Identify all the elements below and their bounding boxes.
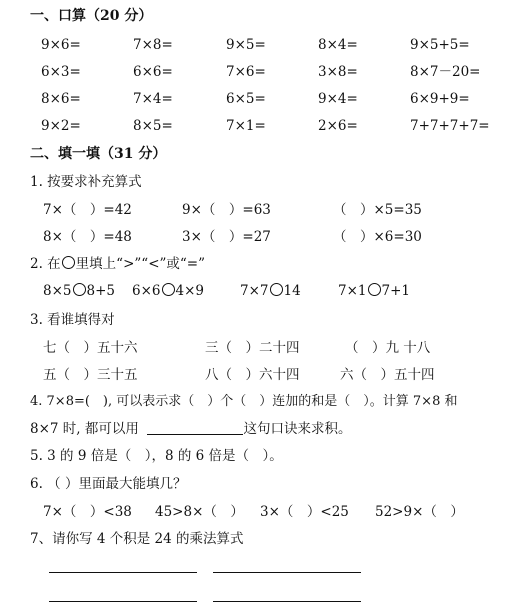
compare-left: 8×5 xyxy=(43,283,72,299)
problem: 9×2= xyxy=(41,118,81,134)
chant-item: 五（ ）三十五 xyxy=(43,367,138,383)
section1-title: 一、口算（20 分） xyxy=(30,8,153,24)
compare-item xyxy=(338,283,410,299)
fill-problem: 8×（ ）=48 xyxy=(43,229,132,245)
fill-problem: （ ）×6=30 xyxy=(333,229,422,245)
problem: 7×4= xyxy=(133,91,173,107)
problem: 2×6= xyxy=(318,118,358,134)
compare-right: 8+5 xyxy=(86,283,115,299)
answer-line[interactable] xyxy=(213,572,361,573)
q2-label-pre: 2. 在 xyxy=(30,256,61,272)
problem: 6×6= xyxy=(133,64,173,80)
problem: 8×5= xyxy=(133,118,173,134)
max-fill-item: 7×（ ）<38 xyxy=(43,504,132,520)
problem: 8×4= xyxy=(318,37,358,53)
q4-line2-post: 这句口诀来求积。 xyxy=(243,421,352,437)
q7-label: 7、请你写 4 个积是 24 的乘法算式 xyxy=(30,531,244,547)
section2-title: 二、填一填（31 分） xyxy=(30,146,167,162)
q6-label: 6. （ ）里面最大能填几？ xyxy=(30,476,187,492)
problem: 6×9+9= xyxy=(410,91,470,107)
max-fill-item: 3×（ ）<25 xyxy=(260,504,349,520)
chant-item: 三（ ）二十四 xyxy=(205,340,300,356)
q4-line2-pre: 8×7 时, 都可以用 xyxy=(30,421,139,437)
max-fill-item: 45>8×（ ） xyxy=(155,504,244,520)
problem: 3×8= xyxy=(318,64,358,80)
q4-line2 xyxy=(30,421,351,437)
fill-problem: 9×（ ）=63 xyxy=(182,202,271,218)
compare-left: 7×7 xyxy=(240,283,269,299)
q5-text: 5. 3 的 9 倍是（ ），8 的 6 倍是（ ）。 xyxy=(30,448,283,464)
problem: 9×4= xyxy=(318,91,358,107)
compare-circle[interactable] xyxy=(368,283,381,296)
q4-line1: 4. 7×8=( ), 可以表示求（ ）个（ ）连加的和是（ ）。计算 7×8 和 xyxy=(30,394,458,409)
fill-problem: （ ）×5=35 xyxy=(333,202,422,218)
answer-line[interactable] xyxy=(49,601,197,602)
compare-circle[interactable] xyxy=(73,283,86,296)
problem: 7×6= xyxy=(226,64,266,80)
chant-item: 八（ ）六十四 xyxy=(205,367,300,383)
answer-line[interactable] xyxy=(49,572,197,573)
problem: 9×6= xyxy=(41,37,81,53)
q1-label: 1. 按要求补充算式 xyxy=(30,174,142,190)
chant-item: 七（ ）五十六 xyxy=(43,340,138,356)
compare-item xyxy=(240,283,301,299)
compare-left: 7×1 xyxy=(338,283,367,299)
q3-label: 3. 看谁填得对 xyxy=(30,312,115,328)
problem: 8×7－20= xyxy=(410,64,481,80)
q2-label-post: 里填上“>”“<”或“=” xyxy=(75,256,206,272)
compare-circle[interactable] xyxy=(270,283,283,296)
answer-line[interactable] xyxy=(213,601,361,602)
problem: 7×1= xyxy=(226,118,266,134)
fill-problem: 7×（ ）=42 xyxy=(43,202,132,218)
max-fill-item: 52>9×（ ） xyxy=(375,504,464,520)
problem: 7+7+7+7= xyxy=(410,118,490,134)
compare-right: 7+1 xyxy=(381,283,410,299)
answer-blank[interactable] xyxy=(147,422,243,435)
fill-problem: 3×（ ）=27 xyxy=(182,229,271,245)
problem: 9×5= xyxy=(226,37,266,53)
compare-item xyxy=(132,283,204,299)
q2-label xyxy=(30,256,205,272)
problem: 7×8= xyxy=(133,37,173,53)
compare-right: 4×9 xyxy=(175,283,204,299)
problem: 6×5= xyxy=(226,91,266,107)
problem: 9×5+5= xyxy=(410,37,470,53)
chant-item: （ ）九 十八 xyxy=(345,340,431,356)
compare-right: 14 xyxy=(283,283,301,299)
compare-circle[interactable] xyxy=(162,283,175,296)
problem: 6×3= xyxy=(41,64,81,80)
circle-icon xyxy=(62,256,75,269)
chant-item: 六（ ）五十四 xyxy=(340,367,435,383)
problem: 8×6= xyxy=(41,91,81,107)
compare-item xyxy=(43,283,115,299)
compare-left: 6×6 xyxy=(132,283,161,299)
